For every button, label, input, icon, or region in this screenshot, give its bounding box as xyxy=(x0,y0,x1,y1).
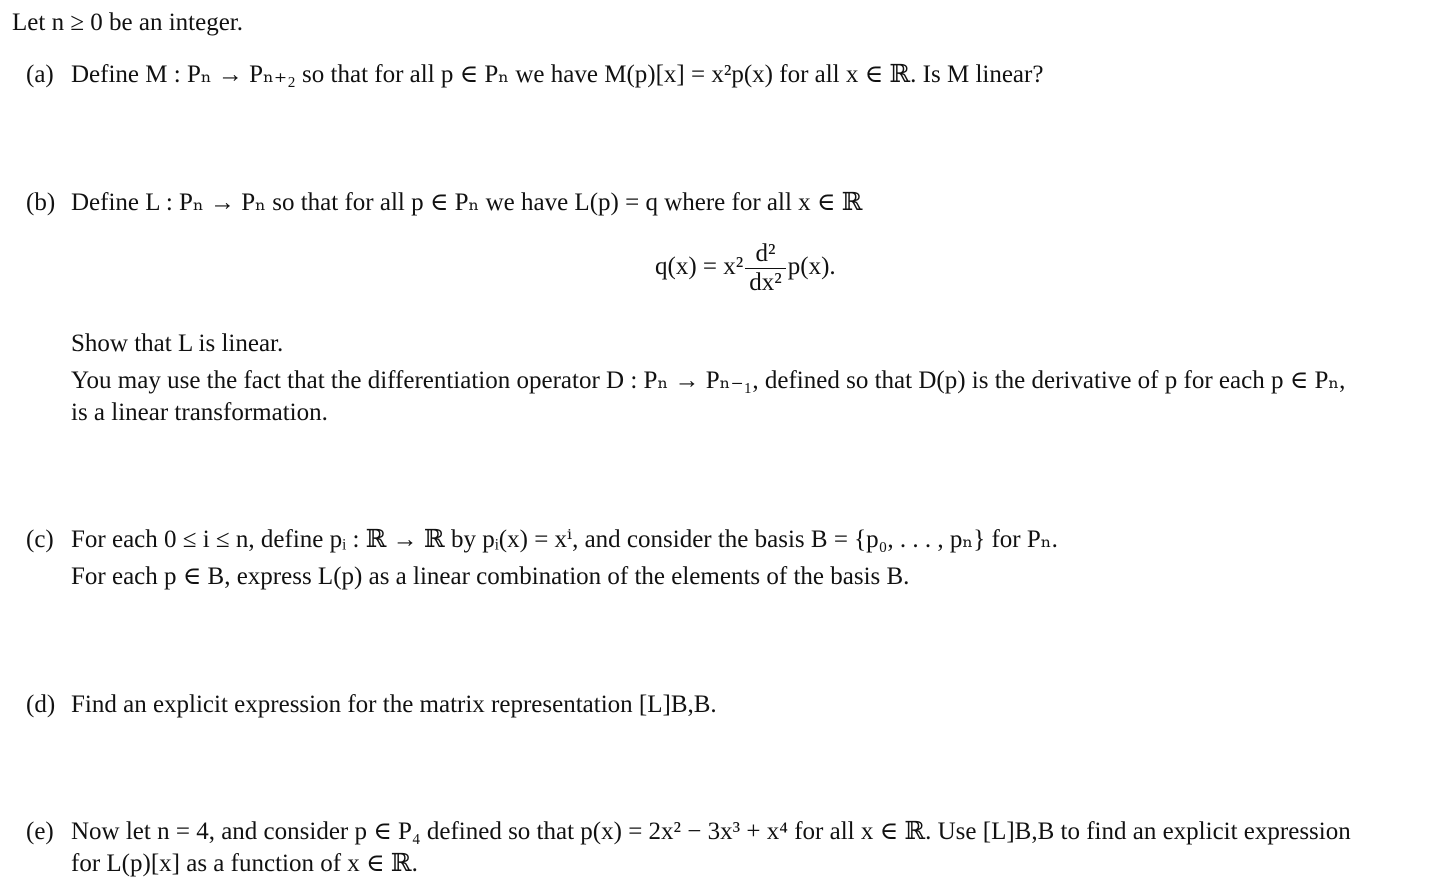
fraction-numerator: d² xyxy=(745,240,786,269)
part-b-label: (b) xyxy=(26,189,56,216)
part-d-task: Find an explicit expression for the matrix representation [L]B,B. xyxy=(71,691,717,718)
fraction-denominator: dx² xyxy=(749,269,782,296)
part-b-hint-continued: is a linear transformation. xyxy=(71,399,328,426)
equation-right: p(x). xyxy=(787,253,836,281)
part-c-basis-definition: For each 0 ≤ i ≤ n, define pᵢ : ℝ → ℝ by pᵢ(x) = xⁱ, and consider the basis B = {p₀, . . . , pₙ} for Pₙ. xyxy=(71,526,1058,553)
part-d-label: (d) xyxy=(26,691,56,718)
part-c-task: For each p ∈ B, express L(p) as a linear combination of the elements of the basis B. xyxy=(71,563,910,590)
part-a-question: Define M : Pₙ → Pₙ₊₂ so that for all p ∈ Pₙ we have M(p)[x] = x²p(x) for all x ∈ ℝ. Is M linear? xyxy=(71,61,1044,88)
second-derivative-fraction xyxy=(745,240,786,297)
part-e-label: (e) xyxy=(26,818,54,845)
part-b-hint: You may use the fact that the differentiation operator D : Pₙ → Pₙ₋₁, defined so that D(p) is the derivative of p for each p ∈ Pₙ, xyxy=(71,367,1346,394)
part-a-label: (a) xyxy=(26,61,54,88)
part-b-instruction: Show that L is linear. xyxy=(71,330,284,357)
part-b-definition: Define L : Pₙ → Pₙ so that for all p ∈ Pₙ we have L(p) = q where for all x ∈ ℝ xyxy=(71,189,863,216)
part-e-task-continued: for L(p)[x] as a function of x ∈ ℝ. xyxy=(71,850,418,877)
equation-left: q(x) = x² xyxy=(655,253,744,281)
display-equation xyxy=(655,240,836,297)
problem-intro: Let n ≥ 0 be an integer. xyxy=(12,9,244,36)
part-e-task: Now let n = 4, and consider p ∈ P₄ defined so that p(x) = 2x² − 3x³ + x⁴ for all x ∈ ℝ. Use [L]B,B to find an explicit expression xyxy=(71,818,1351,845)
part-c-label: (c) xyxy=(26,526,54,553)
